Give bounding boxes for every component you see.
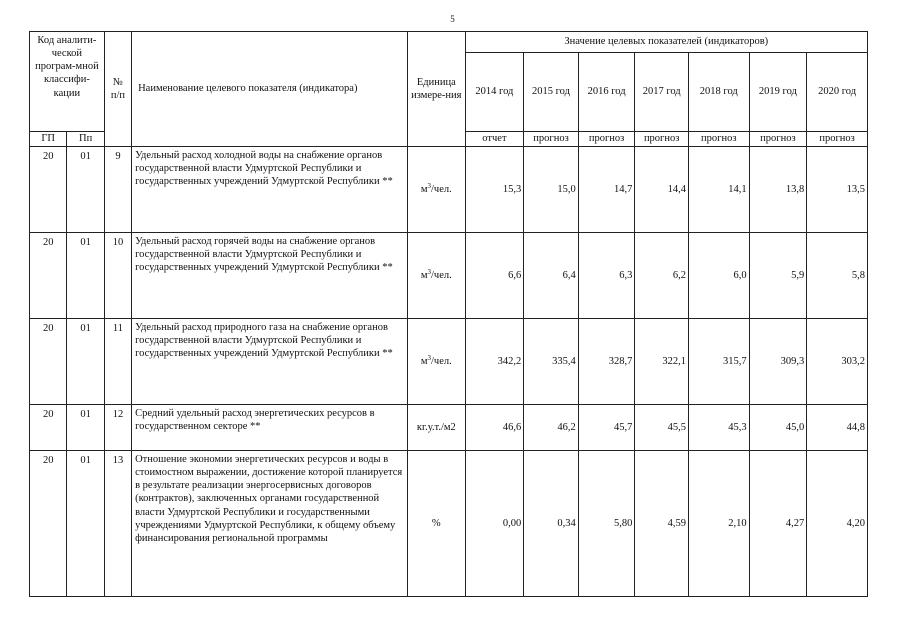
table-row	[30, 233, 868, 319]
header-status: прогноз	[635, 132, 689, 147]
table-row	[30, 451, 868, 597]
header-gp: ГП	[30, 132, 67, 147]
cell-value: 309,3	[749, 319, 807, 405]
unit-base: м	[420, 269, 428, 281]
unit-suffix: /чел.	[431, 183, 452, 195]
unit-suffix: /чел.	[431, 355, 452, 367]
cell-value: 6,2	[635, 233, 689, 319]
cell-value: 335,4	[524, 319, 579, 405]
header-pp: Пп	[67, 132, 104, 147]
header-year: 2020 год	[807, 53, 868, 132]
cell-value: 4,59	[635, 451, 689, 597]
header-year: 2017 год	[635, 53, 689, 132]
cell-number: 11	[104, 319, 131, 405]
cell-value: 14,1	[688, 147, 749, 233]
cell-pp: 01	[67, 319, 104, 405]
cell-number: 13	[104, 451, 131, 597]
cell-value: 0,34	[524, 451, 579, 597]
header-year: 2016 год	[578, 53, 635, 132]
unit-suffix: /чел.	[431, 269, 452, 281]
cell-unit	[408, 451, 466, 597]
cell-value: 15,0	[524, 147, 579, 233]
cell-value: 6,3	[578, 233, 635, 319]
cell-value: 315,7	[688, 319, 749, 405]
indicators-table	[29, 31, 868, 597]
header-indicator-name: Наименование целевого показателя (индикатора)	[132, 32, 408, 147]
unit-base: кг.у.т./м2	[416, 421, 456, 433]
cell-value: 14,4	[635, 147, 689, 233]
cell-value: 46,2	[524, 405, 579, 451]
header-status: прогноз	[524, 132, 579, 147]
cell-value: 6,0	[688, 233, 749, 319]
cell-indicator-name: Удельный расход холодной воды на снабжение органов государственной власти Удмуртской Республики и государственных учреждений Удмуртской Республики **	[132, 147, 408, 233]
cell-value: 6,6	[465, 233, 524, 319]
header-unit: Единица измере-ния	[408, 32, 466, 147]
cell-value: 0,00	[465, 451, 524, 597]
cell-value: 45,7	[578, 405, 635, 451]
cell-value: 45,5	[635, 405, 689, 451]
cell-value: 44,8	[807, 405, 868, 451]
cell-gp: 20	[30, 319, 67, 405]
cell-value: 15,3	[465, 147, 524, 233]
header-row-top	[30, 32, 868, 53]
cell-value: 45,3	[688, 405, 749, 451]
cell-pp: 01	[67, 451, 104, 597]
header-status: прогноз	[807, 132, 868, 147]
cell-value: 303,2	[807, 319, 868, 405]
cell-value: 46,6	[465, 405, 524, 451]
cell-indicator-name: Отношение экономии энергетических ресурсов и воды в стоимостном выражении, достижение которой планируется в результате реализации энергосервисных договоров (контрактов), заключенных органами государственной власти Удмуртской Республики и государственными учреждениями Удмуртской Республики, к общему объему финансирования региональной программы	[132, 451, 408, 597]
header-year: 2018 год	[688, 53, 749, 132]
cell-pp: 01	[67, 233, 104, 319]
cell-unit	[408, 405, 466, 451]
header-values-group: Значение целевых показателей (индикаторов)	[465, 32, 867, 53]
cell-pp: 01	[67, 147, 104, 233]
unit-base: %	[431, 517, 441, 529]
cell-number: 10	[104, 233, 131, 319]
page-number: 5	[450, 14, 455, 24]
cell-gp: 20	[30, 147, 67, 233]
cell-value: 5,9	[749, 233, 807, 319]
cell-unit	[408, 319, 466, 405]
unit-base: м	[420, 355, 428, 367]
cell-value: 5,80	[578, 451, 635, 597]
cell-number: 9	[104, 147, 131, 233]
cell-value: 322,1	[635, 319, 689, 405]
table-row	[30, 147, 868, 233]
cell-number: 12	[104, 405, 131, 451]
cell-value: 5,8	[807, 233, 868, 319]
cell-value: 4,27	[749, 451, 807, 597]
table-row	[30, 319, 868, 405]
cell-gp: 20	[30, 233, 67, 319]
cell-indicator-name: Удельный расход природного газа на снабжение органов государственной власти Удмуртской Республики и государственных учреждений Удмуртской Республики **	[132, 319, 408, 405]
unit-superscript: 3	[427, 353, 432, 362]
cell-value: 4,20	[807, 451, 868, 597]
cell-indicator-name: Удельный расход горячей воды на снабжение органов государственной власти Удмуртской Республики и государственных учреждений Удмуртской Республики **	[132, 233, 408, 319]
cell-value: 6,4	[524, 233, 579, 319]
table-row	[30, 405, 868, 451]
header-status: прогноз	[749, 132, 807, 147]
cell-value: 328,7	[578, 319, 635, 405]
cell-value: 13,8	[749, 147, 807, 233]
header-status: прогноз	[578, 132, 635, 147]
header-status: отчет	[465, 132, 524, 147]
header-code-classification: Код аналити-ческой програм-мной классифи-кации	[30, 32, 105, 132]
header-year: 2019 год	[749, 53, 807, 132]
cell-indicator-name: Средний удельный расход энергетических ресурсов в государственном секторе **	[132, 405, 408, 451]
cell-value: 14,7	[578, 147, 635, 233]
header-status: прогноз	[688, 132, 749, 147]
header-year: 2014 год	[465, 53, 524, 132]
unit-superscript: 3	[427, 181, 432, 190]
cell-value: 45,0	[749, 405, 807, 451]
cell-unit	[408, 147, 466, 233]
unit-superscript: 3	[427, 267, 432, 276]
unit-base: м	[420, 183, 428, 195]
header-year: 2015 год	[524, 53, 579, 132]
cell-gp: 20	[30, 451, 67, 597]
cell-value: 342,2	[465, 319, 524, 405]
cell-pp: 01	[67, 405, 104, 451]
cell-value: 2,10	[688, 451, 749, 597]
header-row-number: № п/п	[104, 32, 131, 147]
cell-unit	[408, 233, 466, 319]
cell-value: 13,5	[807, 147, 868, 233]
cell-gp: 20	[30, 405, 67, 451]
